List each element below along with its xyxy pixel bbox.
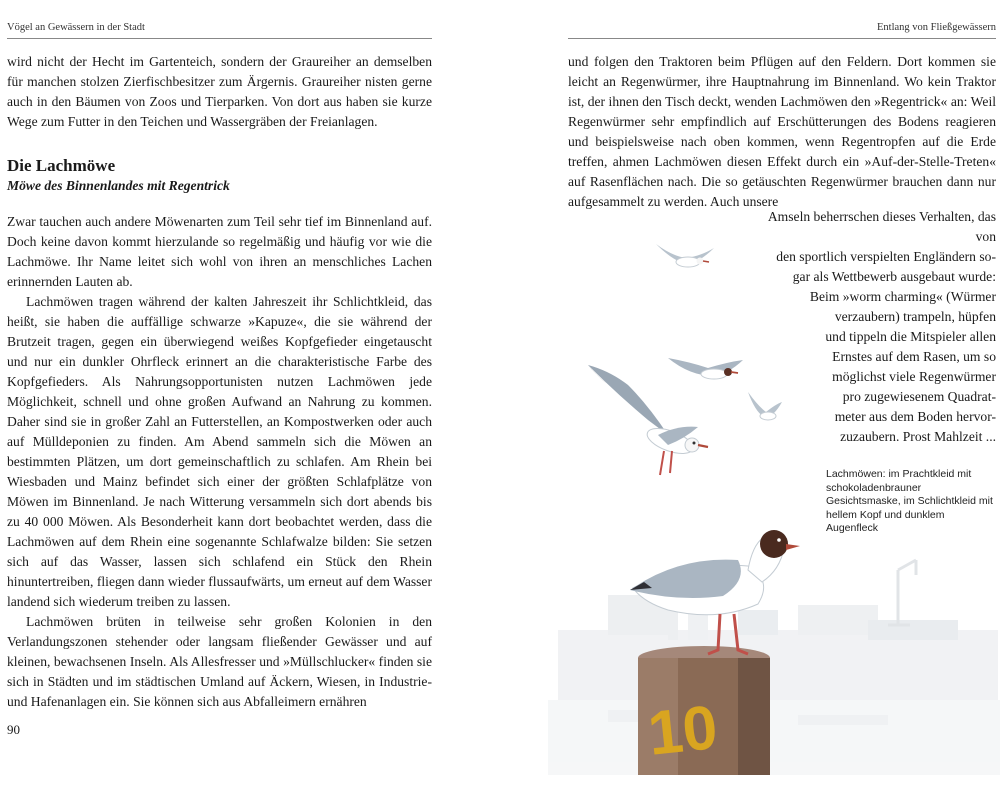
text-line: gar als Wettbewerb ausgebaut wurde: — [792, 269, 996, 284]
header-rule-left — [7, 38, 432, 39]
shaped-paragraph — [756, 207, 996, 447]
flying-gull-4 — [588, 365, 708, 475]
text-line: verzaubern) trampeln, hüpfen — [834, 309, 996, 324]
paragraph: Lachmöwen tragen während der kalten Jahreszeit ihr Schlichtkleid, das heißt, sie haben die auffällige schwarze »Kapuze«, die sie während der Brutzeit tragen, gegen ein überwiegend weißes Kopfgefieder eingetauscht und nur ein dunkler Ohrfleck erinnert an die charakteristische Farbe des Kopfgefieders. Als Nahrungsopportunisten nutzen Lachmöwen jede Möglichkeit, schnell und ohne großen Aufwand an Nahrung zu kommen. Daher sind sie in großer Zahl an Futterstellen, an Kompostwerken oder auch auf Mülldeponien zu finden. Am Abend sammeln sich die Möwen an bestimmten Plätzen, um dort gemeinschaftlich zu schlafen. Am Rhein bei Wiesbaden und Mainz befindet sich einer der größten Schlafplätze von Möwen im Binnenland. Je nach Witterung versammeln sich dort abends bis zu 40 000 Möwen. Als Besonderheit kann dort beobachtet werden, dass die Lachmöwen auf dem Rhein eine sogenannte Schlafwalze bilden: Sie setzen sich auf das Wasser, lassen sich schlafend ein Stück den Rhein hinuntertreiben, fliegen dann wieder flussaufwärts, um erneut auf dem Wasser landend sich wiederum treiben zu lassen. — [7, 294, 432, 609]
right-page-body — [568, 52, 996, 212]
text-line: pro zugewiesenem Quadrat- — [842, 389, 996, 404]
section-title: Die Lachmöwe — [7, 156, 116, 175]
running-head-left: Vögel an Gewässern in der Stadt — [7, 22, 145, 33]
text-line: Amseln beherrschen dieses Verhalten, das von — [767, 209, 996, 244]
flying-gull-2 — [668, 358, 743, 379]
text-line: Beim »worm charming« (Würmer — [809, 289, 996, 304]
flying-gull-1 — [656, 244, 714, 267]
post-number: 10 — [644, 692, 721, 769]
paragraph: und folgen den Traktoren beim Pflügen auf den Feldern. Dort kommen sie leicht an Regenwürmer, ihre Hauptnahrung im Binnenland. Wo kein Traktor ist, der ihnen den Tisch deckt, wenden Lachmöwen den »Regentrick« an: Weil Regenwürmer sehr empfindlich auf Erschütterungen des Bodens reagieren und beispielsweise nach oben kommen, wenn Regentropfen auf die Erde treffen, ahmen Lachmöwen diesen Effekt durch ein »Auf-der-Stelle-Treten« auf Rasenflächen nach. Die so getäuschten Regenwürmer brauchen dann nur aufgesammelt zu werden. Auch unsere — [568, 54, 996, 209]
text-line: zuzaubern. Prost Mahlzeit ... — [840, 429, 996, 444]
text-line: den sportlich verspielten Engländern so- — [776, 249, 996, 264]
left-page-body — [7, 52, 432, 712]
paragraph: wird nicht der Hecht im Gartenteich, sondern der Graureiher an demselben für manchen stolzen Zierfischbesitzer zum Ärgernis. Graureiher nisten gerne auch in den Bäumen von Zoos und Tierparken. Von dort aus haben sie kurze Wege zum Futter in den Teichen und Wassergräben der Freianlagen. — [7, 54, 432, 129]
running-head-right: Entlang von Fließgewässern — [877, 22, 996, 33]
section-subtitle: Möwe des Binnenlandes mit Regentrick — [7, 178, 230, 193]
text-line: möglichst viele Regenwürmer — [832, 369, 996, 384]
image-caption: Lachmöwen: im Prachtkleid mit schokoladenbrauner Gesichtsmaske, im Schlichtkleid mit hellem Kopf und dunklem Augenfleck — [826, 468, 993, 534]
text-line: Ernstes auf dem Rasen, um so — [832, 349, 996, 364]
text-line: meter aus dem Boden hervor- — [834, 409, 996, 424]
harbour-skyline — [548, 560, 1000, 775]
paragraph: Lachmöwen brüten in teilweise sehr großen Kolonien in den Verlandungszonen stehender oder langsam fließender Gewässer und auf kleinen, bewachsenen Inseln. Als Allesfresser und »Müllschlucker« finden sie sich in Städten und im städtischen Umland auf Äckern, Wiesen, in Industrie- und Hafenanlagen ein. Sie können sich aus Abfalleimern ernähren — [7, 614, 432, 709]
paragraph: Zwar tauchen auch andere Möwenarten zum Teil sehr tief im Binnenland auf. Doch keine davon kommt hierzulande so regelmäßig und häufig vor wie die Lachmöwe. Ihr Name leitet sich wohl von ihren an menschliches Lachen erinnernden Lauten ab. — [7, 214, 432, 289]
header-rule-right — [568, 38, 996, 39]
text-line: und tippeln die Mitspieler allen — [825, 329, 996, 344]
page-number: 90 — [7, 722, 20, 737]
